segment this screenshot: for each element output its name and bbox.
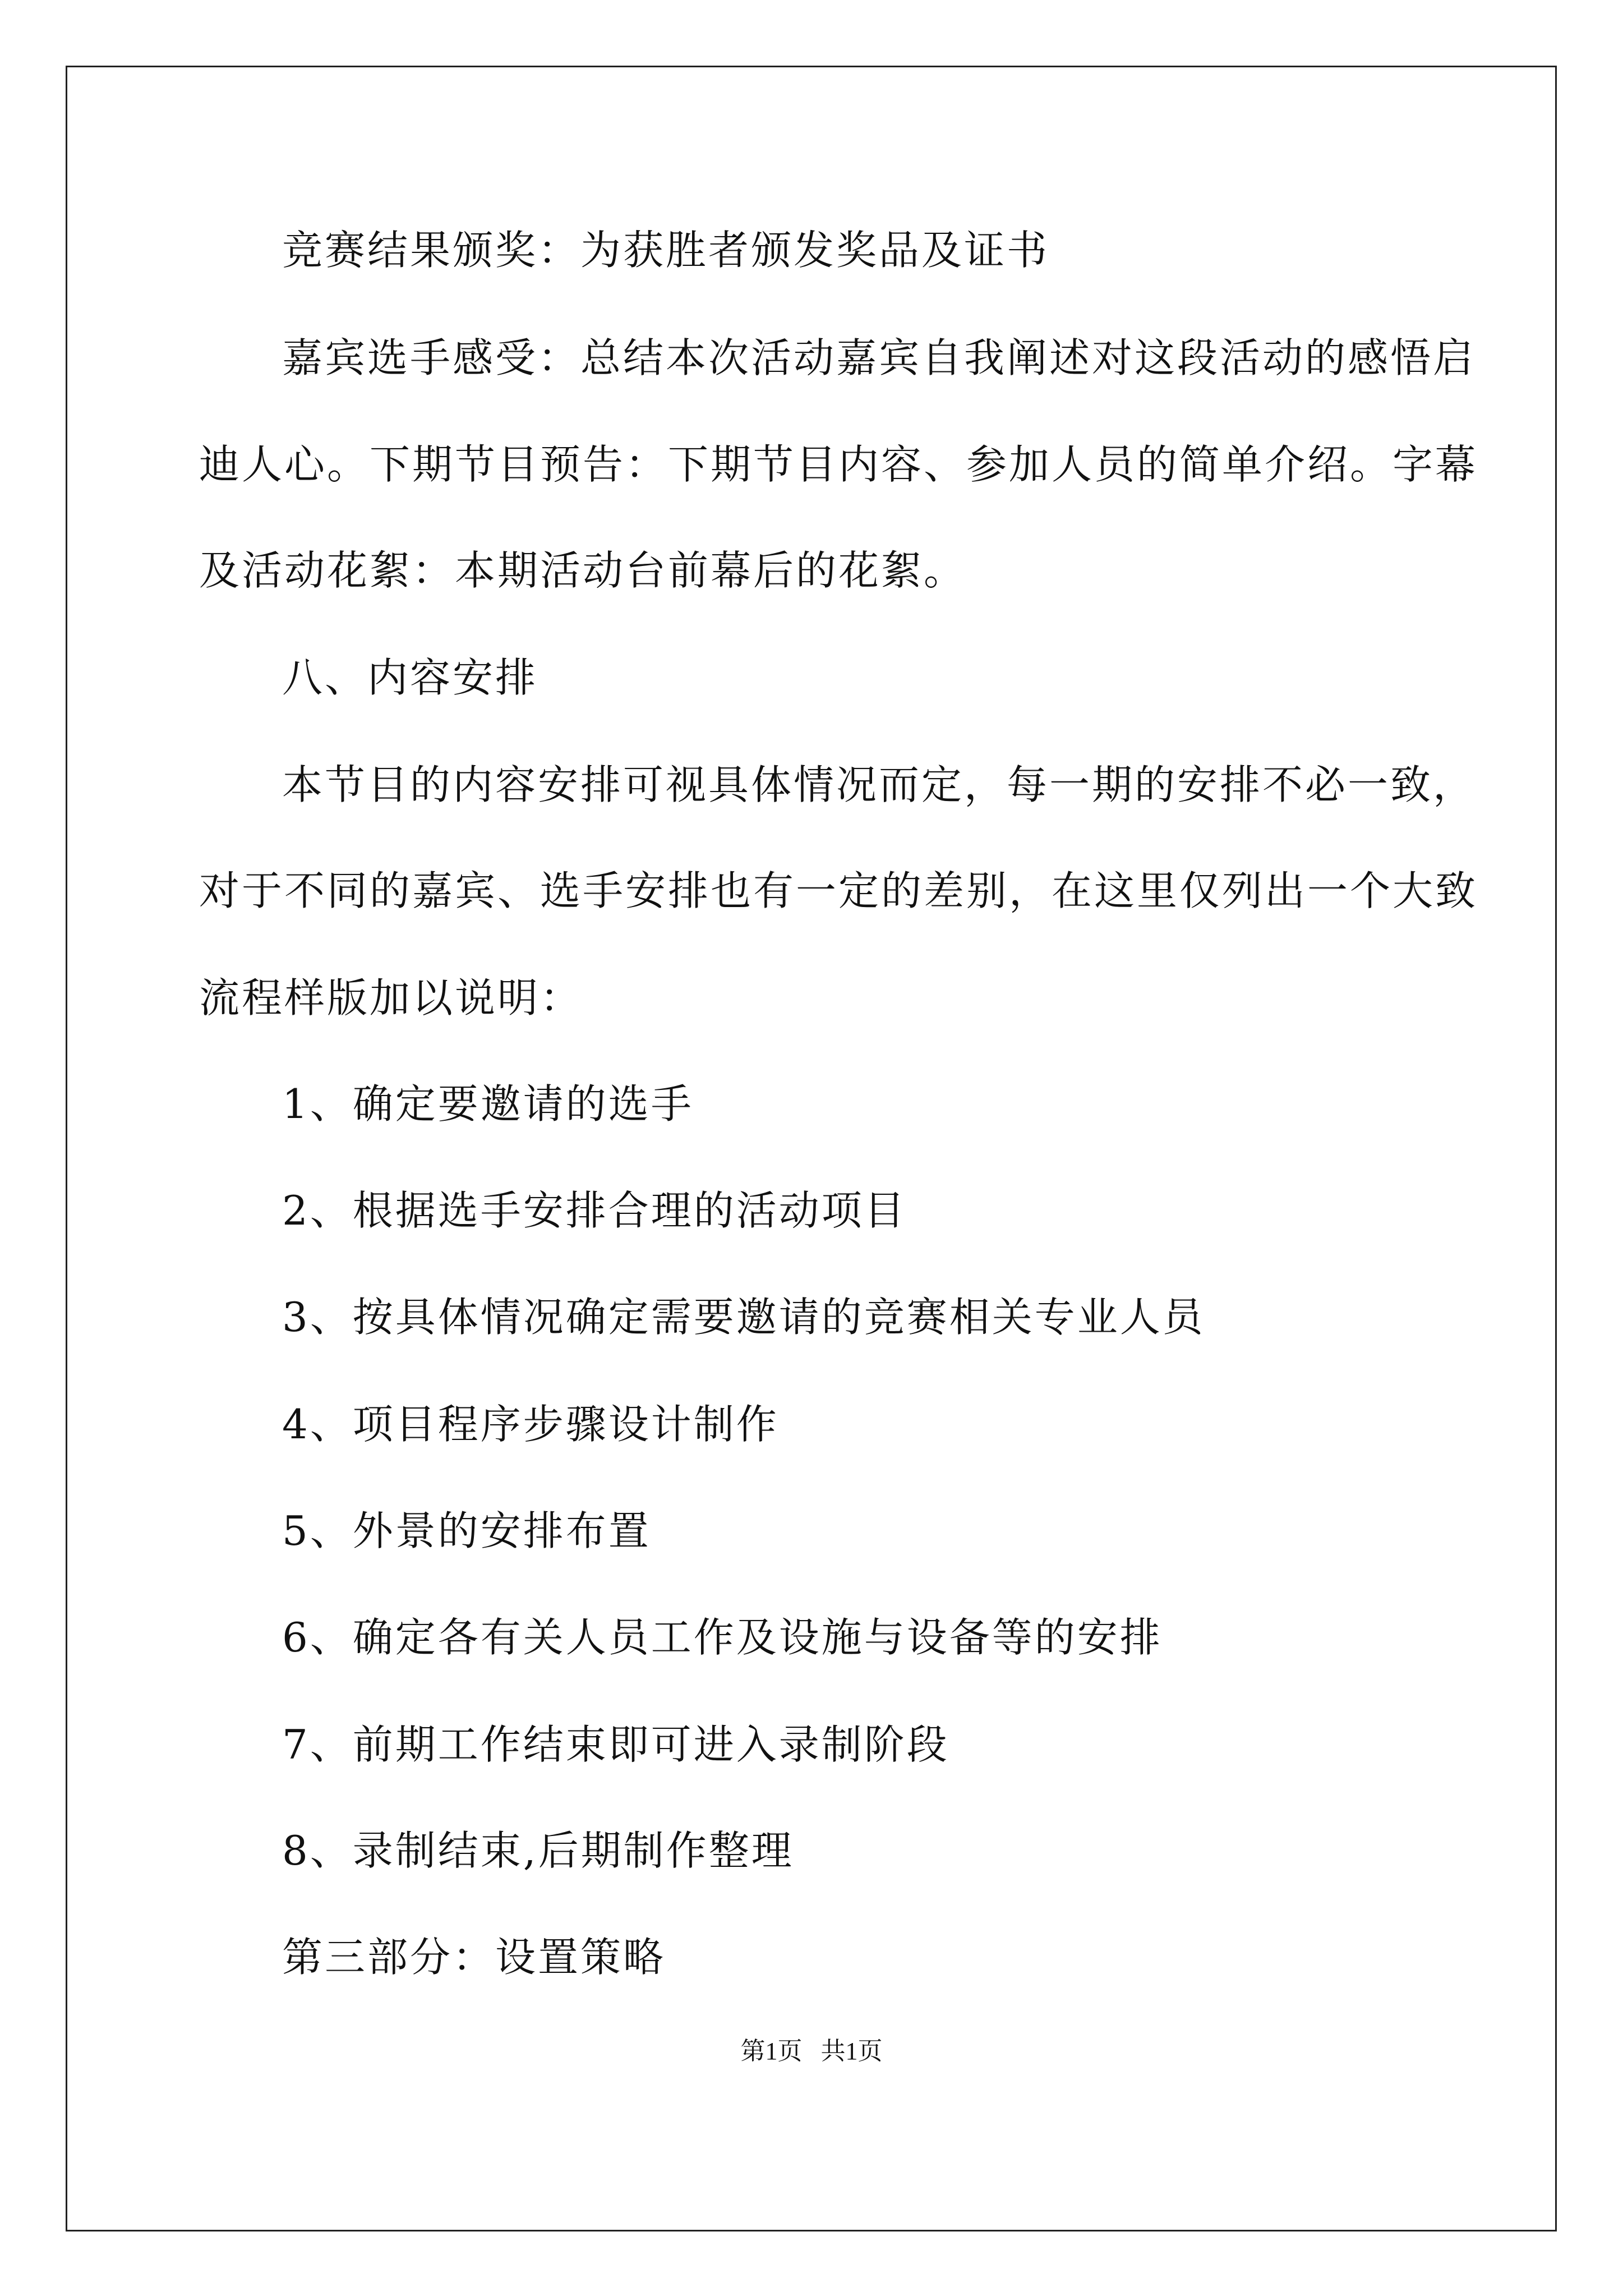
paragraph-guest-feelings-end: 及活动花絮：本期活动台前幕后的花絮。 — [199, 547, 967, 594]
paragraph-guest-feelings-cont: 迪人心。下期节目预告：下期节目内容、参加人员的简单介绍。字幕 — [199, 441, 1478, 488]
page-footer: 第1页 共1页 — [740, 2037, 883, 2065]
list-item: 4、项目程序步骤设计制作 — [282, 1401, 779, 1448]
list-item: 1、确定要邀请的选手 — [282, 1080, 694, 1128]
list-item: 2、根据选手安排合理的活动项目 — [282, 1187, 907, 1234]
section-heading-content: 八、内容安排 — [282, 654, 538, 701]
section-heading-strategy: 第三部分：设置策略 — [282, 1934, 666, 1981]
paragraph-content-intro-cont: 对于不同的嘉宾、选手安排也有一定的差别，在这里仅列出一个大致 — [199, 867, 1478, 914]
list-item: 8、录制结束,后期制作整理 — [282, 1827, 794, 1874]
paragraph-content-intro: 本节目的内容安排可视具体情况而定，每一期的安排不必一致， — [282, 761, 1476, 808]
list-item: 7、前期工作结束即可进入录制阶段 — [282, 1721, 949, 1768]
list-item: 5、外景的安排布置 — [282, 1507, 651, 1554]
paragraph-guest-feelings: 嘉宾选手感受：总结本次活动嘉宾自我阐述对这段活动的感悟启 — [282, 334, 1476, 381]
list-item: 3、按具体情况确定需要邀请的竞赛相关专业人员 — [282, 1294, 1205, 1341]
paragraph-award: 竞赛结果颁奖：为获胜者颁发奖品及证书 — [282, 227, 1050, 274]
list-item: 6、确定各有关人员工作及设施与设备等的安排 — [282, 1614, 1163, 1661]
paragraph-content-intro-end: 流程样版加以说明： — [199, 974, 583, 1022]
page-border — [66, 66, 1557, 2231]
